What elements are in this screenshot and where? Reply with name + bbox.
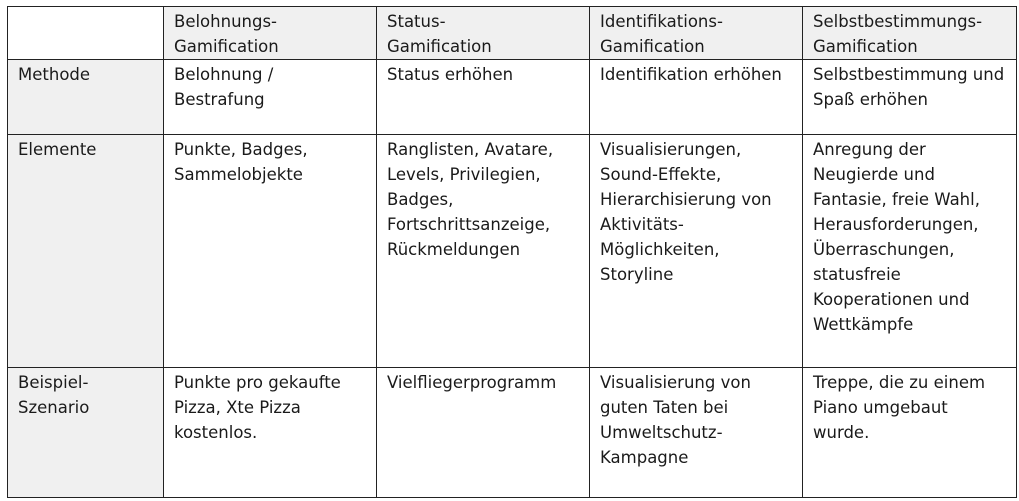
table-cell: Punkte, Badges, Sammelobjekte [164,135,377,368]
table-row [8,368,1017,498]
header-belohnungs: Belohnungs- Gamification [164,7,377,60]
table-cell: Anregung der Neugierde und Fantasie, freie Wahl, Herausforderungen, Überraschungen, statusfreie Kooperationen und Wettkämpfe [803,135,1017,368]
row-label-beispiel-szenario: Beispiel- Szenario [8,368,164,498]
table-cell: Identifikation erhöhen [590,60,803,135]
gamification-comparison-table [7,6,1017,498]
table-cell: Treppe, die zu einem Piano umgebaut wurde. [803,368,1017,498]
table-cell: Punkte pro gekaufte Pizza, Xte Pizza kostenlos. [164,368,377,498]
row-label-methode: Methode [8,60,164,135]
table-cell: Visualisierungen, Sound-Effekte, Hierarchisierung von Aktivitäts- Möglichkeiten, Storyline [590,135,803,368]
header-status: Status- Gamification [377,7,590,60]
table-cell: Ranglisten, Avatare, Levels, Privilegien, Badges, Fortschrittsanzeige, Rückmeldungen [377,135,590,368]
table-cell: Selbstbestimmung und Spaß erhöhen [803,60,1017,135]
table-cell: Status erhöhen [377,60,590,135]
table-cell: Belohnung / Bestrafung [164,60,377,135]
table-cell: Vielfliegerprogramm [377,368,590,498]
header-row [8,7,1017,60]
header-selbstbestimmungs: Selbstbestimmungs- Gamification [803,7,1017,60]
corner-cell [8,7,164,60]
row-label-elemente: Elemente [8,135,164,368]
table-cell: Visualisierung von guten Taten bei Umweltschutz- Kampagne [590,368,803,498]
header-identifikations: Identifikations- Gamification [590,7,803,60]
table-row [8,60,1017,135]
table-row [8,135,1017,368]
